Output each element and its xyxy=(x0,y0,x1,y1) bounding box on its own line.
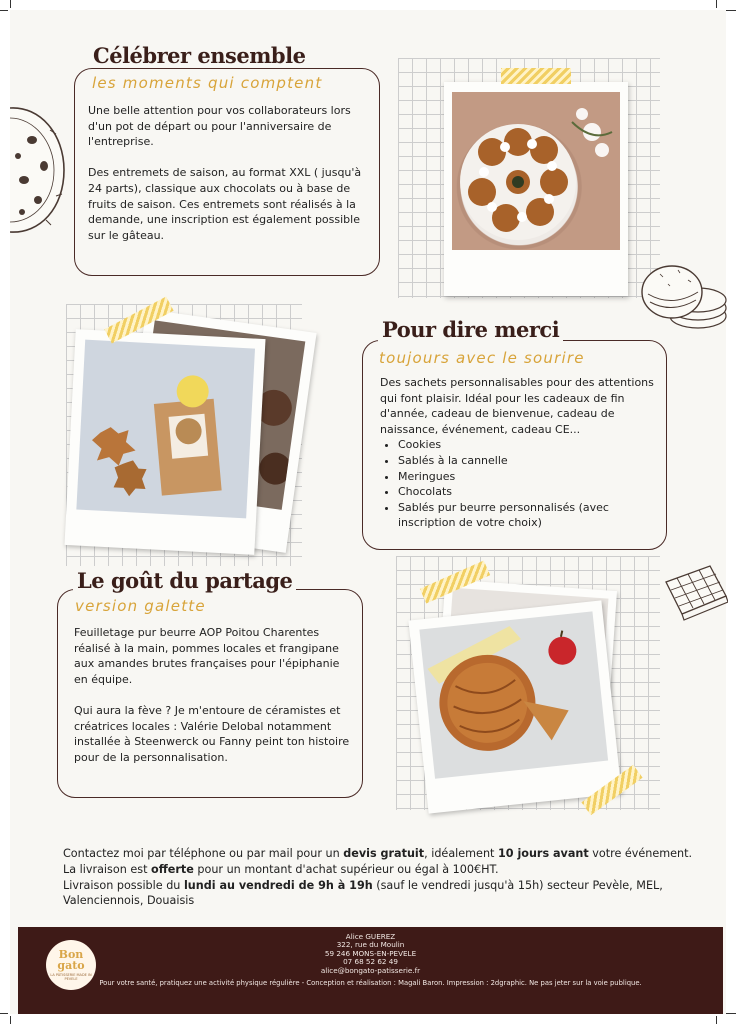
washi-tape xyxy=(501,68,571,84)
city-address: 59 246 MONS-EN-PEVELE xyxy=(324,948,417,958)
contact-highlight: offerte xyxy=(151,862,194,876)
macarons-illustration-icon xyxy=(638,258,728,338)
contact-text: Contactez moi par téléphone ou par mail pour un xyxy=(63,847,344,860)
section-subtitle: toujours avec le sourire xyxy=(379,349,585,367)
contact-text: votre événement. xyxy=(588,847,693,860)
section-title: Célébrer ensemble xyxy=(89,43,309,68)
list-item: • Meringues xyxy=(398,469,664,485)
crop-mark xyxy=(716,1016,717,1024)
footer xyxy=(18,927,723,1014)
paragraph: Feuilletage pur beurre AOP Poitou Charentes réalisé à la main, pommes locales et frangipane aux amandes brutes françaises pour l'épiphanie en équipe. xyxy=(74,626,340,686)
logo-text: gato xyxy=(57,959,85,972)
cookie-illustration-icon xyxy=(10,100,68,240)
crop-mark xyxy=(726,1013,736,1014)
logo-text: Bon xyxy=(58,948,84,961)
paragraph: Des sachets personnalisables pour des attentions qui font plaisir. Idéal pour les cadeaux de fin d'année, cadeau de bienvenue, cadeau de naissance, événement, cadeau CE... xyxy=(380,376,654,436)
section-text xyxy=(380,375,664,531)
crop-mark xyxy=(726,10,736,11)
address-block xyxy=(18,933,723,975)
street-address: 322, rue du Moulin xyxy=(336,940,405,950)
contact-name: Alice GUEREZ xyxy=(345,932,396,941)
paragraph: Qui aura la fève ? Je m'entoure de céramistes et créatrices locales : Valérie Delobal notamment installée à Steenwerck ou Fanny peint ton histoire pour de la personnalisation. xyxy=(74,703,350,764)
product-list xyxy=(380,437,664,531)
paragraph: Une belle attention pour vos collaborateurs lors d'un pot de départ ou pour l'anniversaire de l'entreprise. xyxy=(88,104,351,149)
crop-mark xyxy=(10,0,11,8)
contact-highlight: 10 jours avant xyxy=(497,847,589,860)
section-text xyxy=(74,625,356,781)
contact-highlight: lundi au vendredi de 9h à 19h xyxy=(183,878,373,892)
contact-text: La livraison est xyxy=(63,862,152,876)
crop-mark xyxy=(716,0,717,8)
legal-notice: Pour votre santé, pratiquez une activité physique régulière - Conception et réalisation : Magali Baron. Impression : 2dgraphic. Ne pas jeter sur la voie publique. xyxy=(99,979,642,987)
contact-line xyxy=(63,878,703,910)
list-item: • Sablés à la cannelle xyxy=(398,453,664,469)
contact-text: , idéalement xyxy=(424,847,498,860)
galette-photo xyxy=(419,611,608,778)
section-subtitle: les moments qui comptent xyxy=(92,74,323,92)
contact-line xyxy=(63,862,703,878)
list-item: • Chocolats xyxy=(398,484,664,500)
photo-frame xyxy=(64,329,265,555)
chocolate-bar-illustration-icon xyxy=(662,562,728,624)
section-title: Le goût du partage xyxy=(73,568,296,593)
list-item: • Sablés pur beurre personnalisés (avec inscription de votre choix) xyxy=(398,500,664,531)
photo-frame xyxy=(444,82,628,296)
crop-mark xyxy=(0,1013,8,1014)
section-title: Pour dire merci xyxy=(378,317,563,342)
contact-line xyxy=(63,846,703,862)
email-address[interactable]: alice@bongato-patisserie.fr xyxy=(320,965,421,975)
contact-highlight: devis gratuit xyxy=(343,847,425,860)
section-subtitle: version galette xyxy=(75,597,206,615)
contact-information xyxy=(63,846,703,909)
contact-text: pour un montant d'achat supérieur ou égal à 100€HT. xyxy=(193,862,499,876)
photo-frame xyxy=(408,600,621,813)
contact-text: (sauf le vendredi jusqu'à 15h) secteur Pevèle, MEL, Valenciennois, Douaisis xyxy=(63,878,663,908)
crop-mark xyxy=(0,10,8,11)
paragraph: Des entremets de saison, au format XXL ( jusqu'à 24 parts), classique aux chocolats ou à base de fruits de saison. Ces entremets sont réalisés à la demande, une inscription est également possible sur le gâteau. xyxy=(88,166,362,242)
phone-number[interactable]: 07 68 52 62 49 xyxy=(343,957,398,967)
section-text xyxy=(88,103,370,259)
logo-tagline: LA PÂTISSERIE MADE IN PEVELE xyxy=(50,973,92,981)
entremets-photo xyxy=(452,92,620,250)
contact-text: Livraison possible du xyxy=(63,878,184,892)
list-item: • Cookies xyxy=(398,437,664,453)
cookie-bag-photo xyxy=(76,340,255,519)
crop-mark xyxy=(10,1016,11,1024)
